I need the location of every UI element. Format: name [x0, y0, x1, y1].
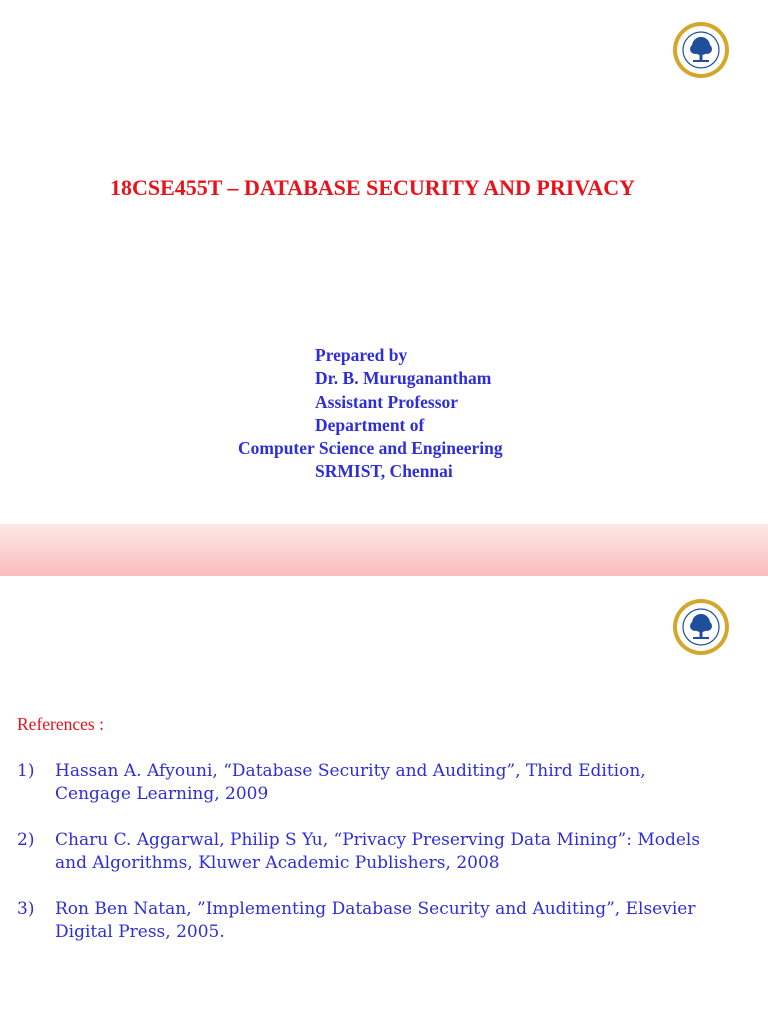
reference-text: Hassan A. Afyouni, “Database Security and Auditing”, Third Edition, Cengage Learning, 2009: [55, 761, 646, 804]
department-name: Computer Science and Engineering: [238, 438, 503, 459]
reference-text: Ron Ben Natan, ”Implementing Database Security and Auditing”, Elsevier Digital Press, 2005.: [55, 899, 696, 942]
slide-divider: [0, 524, 768, 576]
university-logo-icon: [672, 21, 730, 79]
references-slide: [0, 576, 768, 1024]
reference-text: Charu C. Aggarwal, Philip S Yu, “Privacy Preserving Data Mining”: Models and Algorithms, Kluwer Academic Publishers, 2008: [55, 830, 701, 873]
reference-item: [17, 760, 717, 806]
university-logo-icon: [672, 598, 730, 656]
department-label: Department of: [315, 414, 425, 435]
reference-number: 2): [17, 830, 35, 850]
reference-number: 3): [17, 899, 35, 919]
author-info: [200, 344, 566, 484]
references-list: [17, 760, 717, 967]
author-name: Dr. B. Muruganantham: [315, 368, 492, 389]
reference-number: 1): [17, 761, 35, 781]
reference-item: [17, 829, 717, 875]
references-heading: References :: [17, 714, 104, 734]
course-title: 18CSE455T – DATABASE SECURITY AND PRIVACY: [109, 175, 636, 200]
institution-name: SRMIST, Chennai: [315, 461, 453, 482]
author-role: Assistant Professor: [315, 391, 459, 412]
reference-item: [17, 898, 717, 944]
prepared-by-label: Prepared by: [315, 345, 408, 365]
